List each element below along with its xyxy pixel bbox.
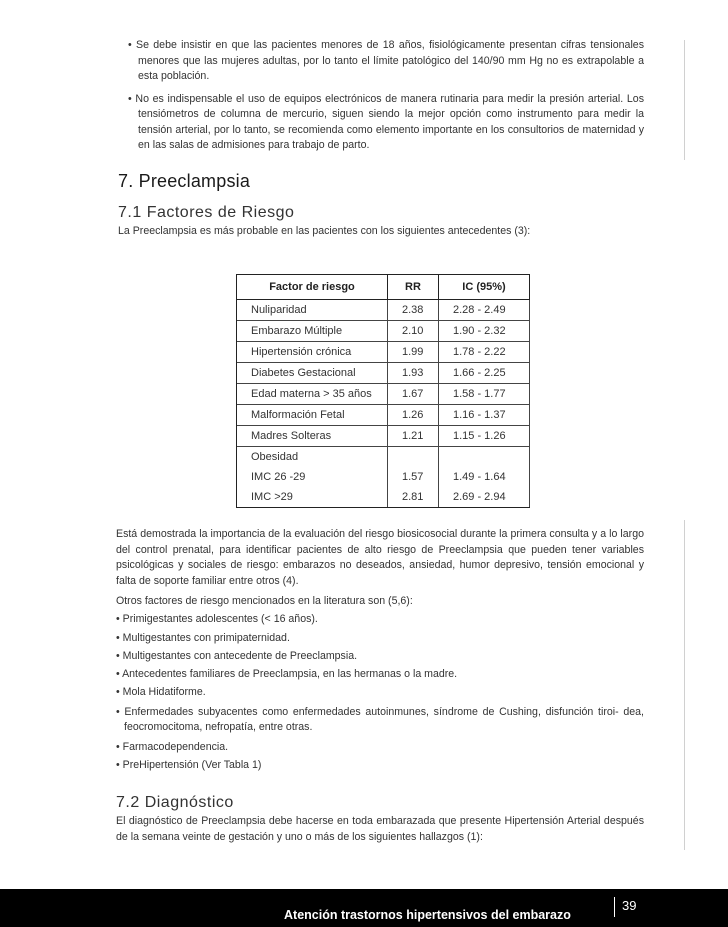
other-factors-list xyxy=(116,592,644,774)
page-number: 39 xyxy=(622,898,637,913)
risk-factor-table xyxy=(236,274,530,508)
subsection-title: 7.1 Factores de Riesgo xyxy=(118,204,295,221)
footer-separator xyxy=(614,897,615,917)
section-7-2 xyxy=(116,782,644,845)
rr-cell: 1.26 xyxy=(388,405,439,426)
table-row xyxy=(237,426,530,447)
bullet-paragraph: • No es indispensable el uso de equipos electrónicos de manera rutinaria para medir la presión arterial. Los tensiómetros de columna de mercurio, siguen siendo la mejor opción como instrumento para medir la tensión arterial, por lo tanto, se recomienda como elemento importante en los consultorios de maternidad y en las salas de admisiones para trabajo de parto. xyxy=(128,92,644,151)
biopsychosocial-block xyxy=(116,525,644,589)
factor-cell: Nuliparidad xyxy=(237,300,388,321)
ic-cell: 1.58 - 1.77 xyxy=(439,384,530,405)
list-item: • PreHipertensión (Ver Tabla 1) xyxy=(116,759,262,772)
ic-cell: 2.69 - 2.94 xyxy=(439,487,530,508)
table-row xyxy=(237,384,530,405)
rr-cell: 1.99 xyxy=(388,342,439,363)
factor-cell: Embarazo Múltiple xyxy=(237,321,388,342)
list-item: • Multigestantes con primipaternidad. xyxy=(116,631,290,644)
ic-cell: 1.78 - 2.22 xyxy=(439,342,530,363)
factor-cell: IMC 26 -29 xyxy=(237,467,388,487)
list-item: • Multigestantes con antecedente de Preeclampsia. xyxy=(116,649,358,662)
table-header-row xyxy=(237,275,530,300)
factor-cell: Madres Solteras xyxy=(237,426,388,447)
table-row xyxy=(237,300,530,321)
ic-cell: 2.28 - 2.49 xyxy=(439,300,530,321)
table-row xyxy=(237,467,530,487)
rr-cell: 1.67 xyxy=(388,384,439,405)
margin-rule xyxy=(684,40,685,160)
list-intro: Otros factores de riesgo mencionados en la literatura son (5,6): xyxy=(116,595,413,607)
table-row xyxy=(237,487,530,508)
factor-cell: Diabetes Gestacional xyxy=(237,363,388,384)
rr-cell: 2.38 xyxy=(388,300,439,321)
factor-cell: IMC >29 xyxy=(237,487,388,508)
rr-cell: 1.57 xyxy=(388,467,439,487)
header-factor: Factor de riesgo xyxy=(237,275,388,300)
list-item: • Primigestantes adolescentes (< 16 años). xyxy=(116,613,318,626)
factor-cell: Obesidad xyxy=(237,447,388,468)
margin-rule xyxy=(684,520,685,850)
list-item: • Mola Hidatiforme. xyxy=(116,686,206,699)
header-ic: IC (95%) xyxy=(439,275,530,300)
section-7 xyxy=(118,154,644,240)
ic-cell: 1.49 - 1.64 xyxy=(439,467,530,487)
footer-title: Atención trastornos hipertensivos del embarazo xyxy=(284,908,571,922)
list-item: • Farmacodependencia. xyxy=(116,740,229,753)
header-rr: RR xyxy=(388,275,439,300)
ic-cell: 1.16 - 1.37 xyxy=(439,405,530,426)
factor-cell: Edad materna > 35 años xyxy=(237,384,388,405)
ic-cell xyxy=(439,447,530,468)
factor-cell: Malformación Fetal xyxy=(237,405,388,426)
table-row xyxy=(237,321,530,342)
biopsychosocial-paragraph: Está demostrada la importancia de la evaluación del riesgo biosicosocial durante la primera consulta y a lo largo del control prenatal, para identificar pacientes de alto riesgo de Preeclampsia que pueden tener variables psicológicas y sociales de riesgo: embarazos no deseados, ansiedad, humor depresivo, tensión emocional y falta de soporte familiar entre otros (4). xyxy=(116,528,644,587)
table-row xyxy=(237,363,530,384)
rr-cell: 1.21 xyxy=(388,426,439,447)
factor-cell: Hipertensión crónica xyxy=(237,342,388,363)
intro-text: La Preeclampsia es más probable en las pacientes con los siguientes antecedentes (3): xyxy=(118,225,531,237)
diagnosis-paragraph: El diagnóstico de Preeclampsia debe hacerse en toda embarazada que presente Hipertensión Arterial después de la semana veinte de gestación y uno o más de los siguientes hallazgos (1): xyxy=(116,815,644,843)
subsection-title: 7.2 Diagnóstico xyxy=(116,794,234,811)
bullet-paragraph: • Se debe insistir en que las pacientes menores de 18 años, fisiológicamente presentan cifras tensionales menores que las mujeres adultas, por lo tanto el límite patológico del 140/90 mm Hg no es extrapolable a esta población. xyxy=(128,39,644,82)
ic-cell: 1.90 - 2.32 xyxy=(439,321,530,342)
table-row xyxy=(237,342,530,363)
ic-cell: 1.15 - 1.26 xyxy=(439,426,530,447)
table-row xyxy=(237,405,530,426)
rr-cell: 2.81 xyxy=(388,487,439,508)
top-bullets xyxy=(128,38,644,161)
rr-cell xyxy=(388,447,439,468)
list-item: • Antecedentes familiares de Preeclampsia, en las hermanas o la madre. xyxy=(116,668,458,681)
list-item: • Enfermedades subyacentes como enfermedades autoinmunes, síndrome de Cushing, disfunción tiroi- dea, feocromocitoma, nefropatía, entre otras. xyxy=(116,705,644,734)
table-row-obesity-label xyxy=(237,447,530,468)
rr-cell: 2.10 xyxy=(388,321,439,342)
section-title: 7. Preeclampsia xyxy=(118,171,251,191)
rr-cell: 1.93 xyxy=(388,363,439,384)
ic-cell: 1.66 - 2.25 xyxy=(439,363,530,384)
